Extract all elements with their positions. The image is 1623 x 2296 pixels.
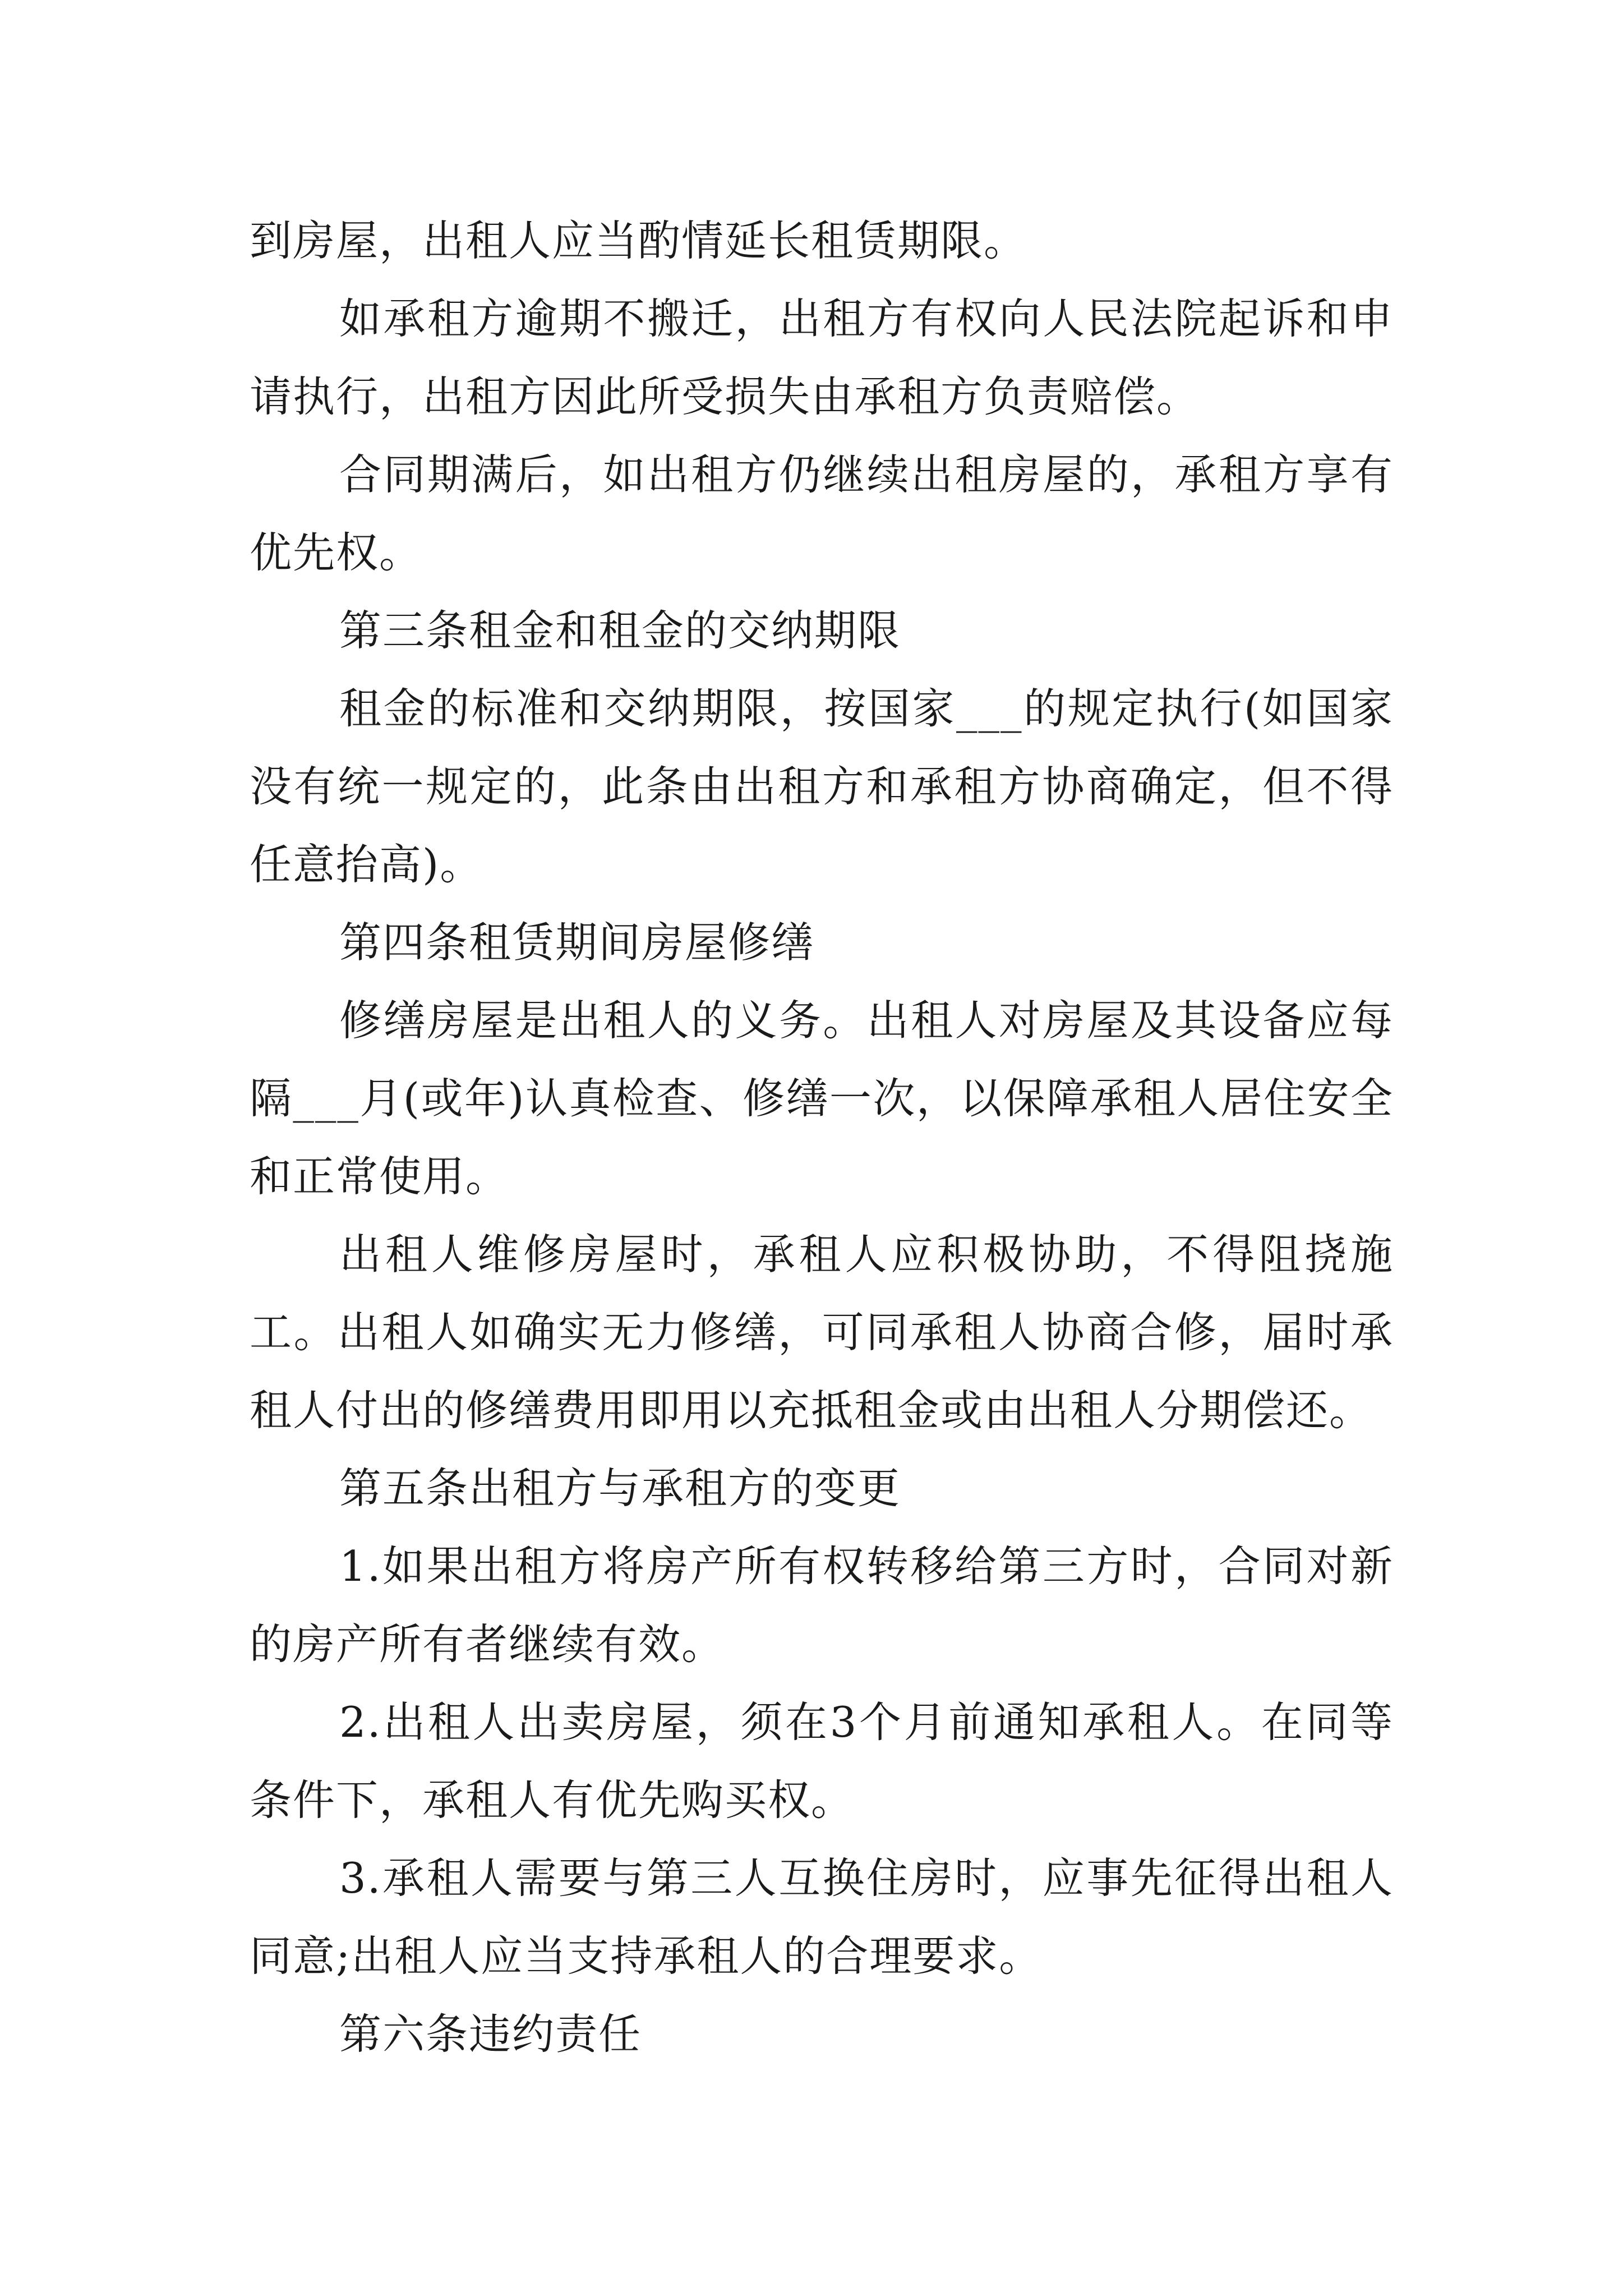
heading-article-5: 第五条出租方与承租方的变更: [339, 1464, 901, 1513]
paragraph-change-2: 2.出租人出卖房屋，须在3个月前通知承租人。在同等条件下，承租人有优先购买权。: [250, 1697, 1394, 1825]
contract-body: [250, 202, 1394, 2073]
paragraph-repair-assist: 出租人维修房屋时，承租人应积极协助，不得阻挠施工。出租人如确实无力修缮，可同承租人协商合修，届时承租人付出的修缮费用即用以充抵租金或由出租人分期偿还。: [250, 1230, 1394, 1435]
paragraph-change-1: 1.如果出租方将房产所有权转移给第三方时，合同对新的房产所有者继续有效。: [250, 1542, 1394, 1669]
paragraph-continuation: 到房屋，出租人应当酌情延长租赁期限。: [250, 216, 1027, 265]
paragraph-change-3: 3.承租人需要与第三人互换住房时，应事先征得出租人同意;出租人应当支持承租人的合理要求。: [250, 1853, 1394, 1981]
heading-article-3: 第三条租金和租金的交纳期限: [339, 606, 901, 655]
paragraph-relocation-overdue: 如承租方逾期不搬迁，出租方有权向人民法院起诉和申请执行，出租方因此所受损失由承租方负责赔偿。: [250, 294, 1394, 421]
heading-article-6: 第六条违约责任: [339, 2009, 642, 2059]
paragraph-rent-standard: 租金的标准和交纳期限，按国家___的规定执行(如国家没有统一规定的，此条由出租方和承租方协商确定，但不得任意抬高)。: [250, 684, 1394, 889]
heading-article-4: 第四条租赁期间房屋修缮: [339, 918, 815, 967]
paragraph-repair-duty: 修缮房屋是出租人的义务。出租人对房屋及其设备应每隔___月(或年)认真检查、修缮一次，以保障承租人居住安全和正常使用。: [250, 996, 1394, 1201]
paragraph-priority-right: 合同期满后，如出租方仍继续出租房屋的，承租方享有优先权。: [250, 450, 1394, 577]
